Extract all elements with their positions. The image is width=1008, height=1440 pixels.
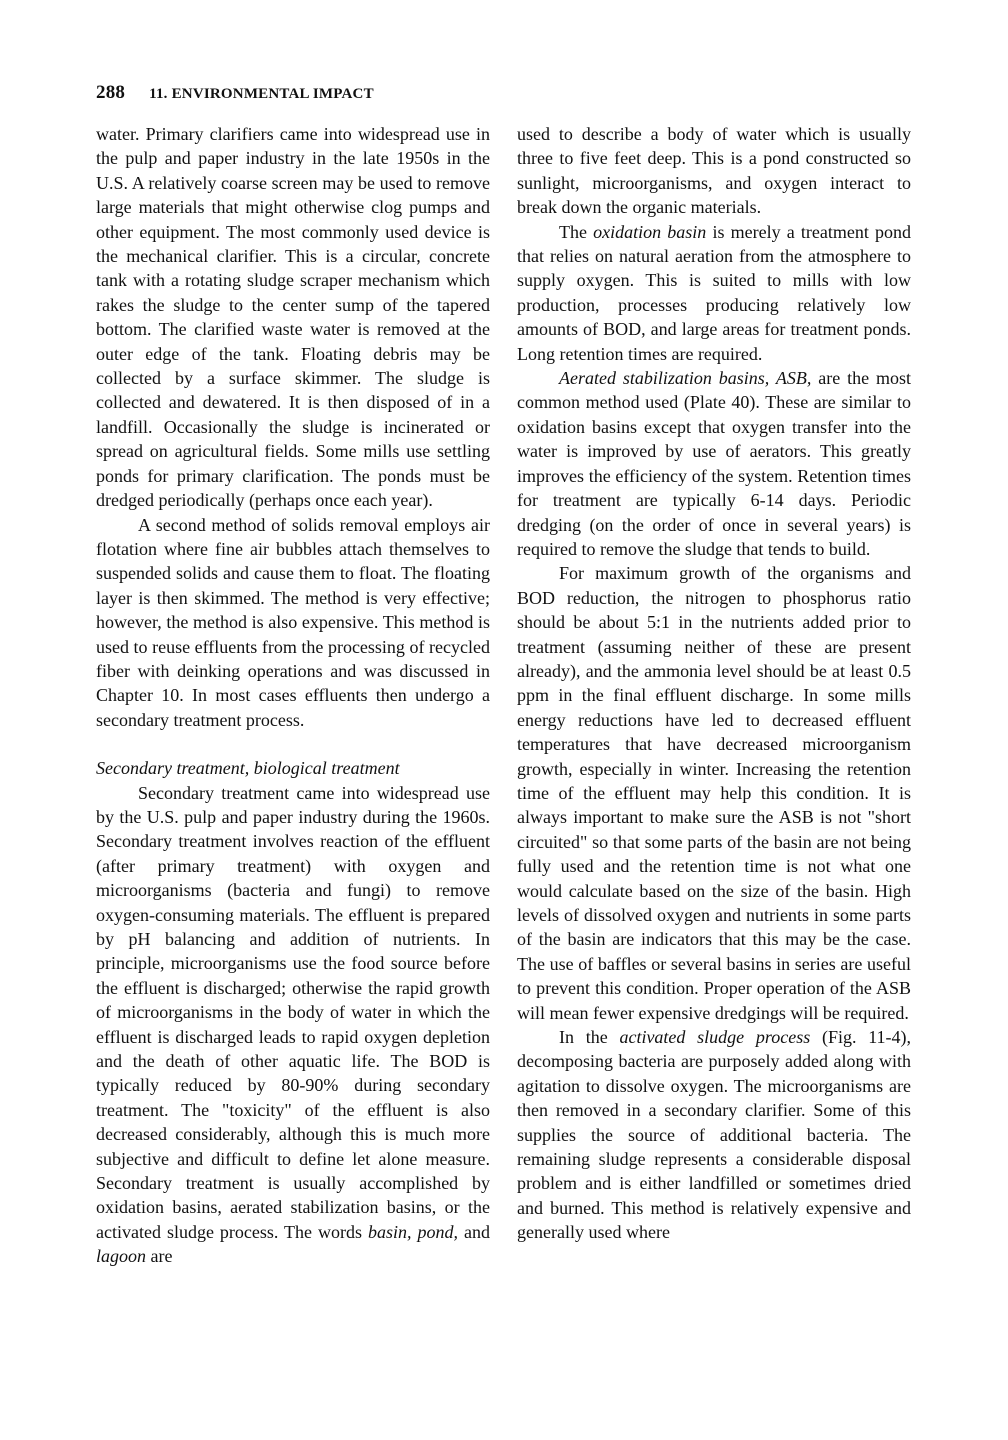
emphasis: Aerated stabilization basins, ASB, — [559, 368, 812, 389]
page-number: 288 — [96, 82, 126, 103]
paragraph: For maximum growth of the organisms and BOD reduction, the nitrogen to phosphorus ratio should be about 5:1 in the nutrients added prior to treatment (assuming neither of these are present already), and the ammonia level should be at least 0.5 ppm in the final effluent discharge. In some mills energy reductions have led to decreased effluent temperatures that have decreased microorganism growth, especially in winter. Increasing the retention time of the effluent may help this condition. It is always important to make sure the ASB is not "short circuited" so that some parts of the basin are not being fully used and the retention time is not what one would calculate based on the size of the basin. High levels of dissolved oxygen and nutrients in some parts of the basin are indicators that this may be the case. The use of baffles or several basins in series are useful to prevent this condition. Proper operation of the ASB will mean fewer expensive dredgings will be required. — [517, 563, 911, 1023]
paragraph: water. Primary clarifiers came into widespread use in the pulp and paper industry in the late 1950s in the U.S. A relatively coarse screen may be used to remove large materials that might otherwise clog pumps and other equipment. The most commonly used device is the mechanical clarifier. This is a circular, concrete tank with a rotating sludge scraper mechanism which rakes the sludge to the center sump of the tapered bottom. The clarified waste water is removed at the outer edge of the tank. Floating debris may be collected by a surface skimmer. The sludge is collected and dewatered. It is then disposed of in a landfill. Occasionally the sludge is incinerated or spread on agricultural fields. Some mills use settling ponds for primary clarification. The ponds must be dredged periodically (perhaps once each year). — [96, 124, 490, 511]
text-run: are — [146, 1246, 173, 1267]
right-column — [517, 122, 911, 1245]
chapter-title: 11. ENVIRONMENTAL IMPACT — [149, 86, 374, 102]
paragraph — [517, 1025, 911, 1245]
paragraph — [517, 366, 911, 561]
text-run: and — [458, 1221, 490, 1242]
emphasis: lagoon — [96, 1246, 147, 1267]
text-run: (Fig. 11-4), decomposing bacteria are purposely added along with agitation to dissolve oxygen. The microorganisms are then removed in a secondary clarifier. Some of this supplies the source of additional bacteria. The remaining sludge represents a considerable disposal problem and is either landfilled or sometimes dried and burned. This method is relatively expensive and generally used where — [517, 1027, 912, 1243]
emphasis: activated sludge process — [619, 1027, 811, 1048]
text-run: are the most common method used (Plate 40). These are similar to oxidation basins except that oxygen transfer into the water is improved by use of aerators. This greatly improves the efficiency of the system. Retention times for treatment are typically 6-14 days. Periodic dredging (on the order of once in several years) is required to remove the sludge that tends to build. — [517, 368, 911, 559]
paragraph: used to describe a body of water which is usually three to five feet deep. This is a pond constructed so sunlight, microorganisms, and oxygen interact to break down the organic materials. — [517, 124, 911, 218]
section-heading: Secondary treatment, biological treatment — [96, 758, 400, 779]
text-run: The — [559, 221, 594, 242]
page-header — [96, 82, 374, 104]
paragraph — [96, 781, 490, 1269]
text-run: In the — [559, 1027, 620, 1048]
text-run: is merely a treatment pond that relies on natural aeration from the atmosphere to supply oxygen. This is suited to mills with low production, processes producing relatively low amounts of BOD, and large areas for treatment ponds. Long retention times are required. — [517, 221, 912, 364]
section-gap — [96, 732, 490, 756]
emphasis: oxidation basin — [593, 221, 707, 242]
emphasis: basin, pond, — [368, 1221, 459, 1242]
left-column — [96, 122, 490, 1269]
text-run: Secondary treatment came into widespread use by the U.S. pulp and paper industry during the 1960s. Secondary treatment involves reaction of the effluent (after primary treatment) with oxygen and microorganisms (bacteria and fungi) to remove oxygen-consuming materials. The effluent is prepared by pH balancing and addition of nutrients. In principle, microorganisms use the food source before the effluent is discharged; otherwise the rapid growth of microorganisms in the body of water in which the effluent is discharged leads to rapid oxygen depletion and the death of other aquatic life. The BOD is typically reduced by 80-90% during secondary treatment. The "toxicity" of the effluent is also decreased considerably, although this is much more subjective and difficult to define let alone measure. Secondary treatment is usually accomplished by oxidation basins, aerated stabilization basins, or the activated sludge process. The words — [96, 782, 490, 1242]
paragraph — [517, 220, 911, 366]
paragraph: A second method of solids removal employs air flotation where fine air bubbles attach themselves to suspended solids and cause them to float. The floating layer is then skimmed. The method is very effective; however, the method is also expensive. This method is used to reuse effluents from the processing of recycled fiber with deinking operations and was discussed in Chapter 10. In most cases effluents then undergo a secondary treatment process. — [96, 514, 490, 730]
